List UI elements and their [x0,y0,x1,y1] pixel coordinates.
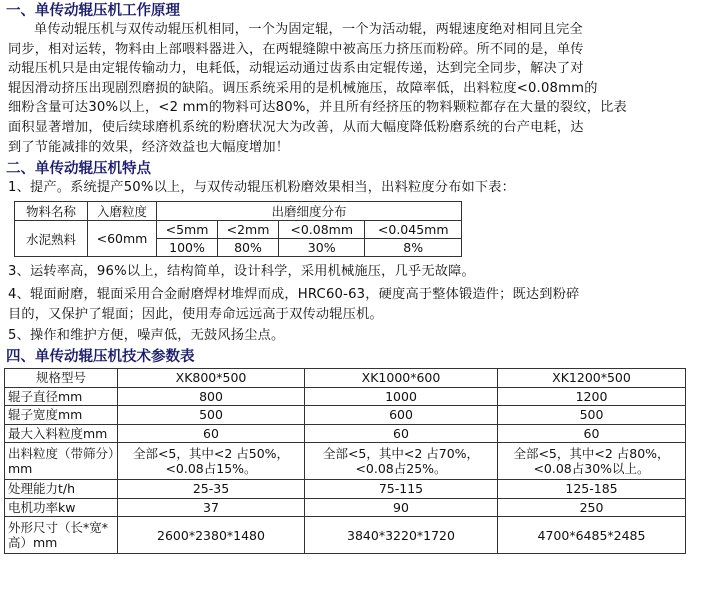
feed-size-value: <60mm [88,221,157,257]
specs-table [4,368,686,554]
percent-cell: 80% [218,239,279,257]
spec-value: 60 [305,424,498,443]
percent-cell: 8% [365,239,462,257]
spec-value: 600 [305,406,498,425]
spec-value: 500 [118,406,305,425]
spec-value: 90 [305,498,498,517]
spec-value: 75-115 [305,480,498,499]
table-row [5,517,686,554]
spec-value: 125-185 [498,480,686,499]
paragraph-line: 单传动辊压机与双传动辊压机相同，一个为固定辊，一个为活动辊，两辊速度绝对相同且完全 [34,22,583,37]
spec-header-cell: XK800*500 [118,369,305,388]
paragraph-line: 辊因滑动挤压出现剧烈磨损的缺陷。调压系统采用的是机械施压，故障率低，出料粒度<0.08mm的 [8,80,598,96]
spec-label: 出料粒度（带筛分）mm [5,443,118,480]
spec-header-cell: 规格型号 [5,369,118,388]
spec-value: 3840*3220*1720 [305,517,498,554]
spec-value: 1200 [498,387,686,406]
table-row [5,480,686,499]
table-row [5,406,686,425]
spec-header-cell: XK1000*600 [305,369,498,388]
spec-value: 25-35 [118,480,305,499]
size-cell: <0.08mm [279,221,365,239]
spec-label: 辊子宽度mm [5,406,118,425]
spec-label: 最大入料粒度mm [5,424,118,443]
spec-value: 37 [118,498,305,517]
spec-value: 全部<5，其中<2 占80%，<0.08占30%以上。 [498,443,686,480]
percent-cell: 30% [279,239,365,257]
spec-value: 60 [118,424,305,443]
material-name: 水泥熟料 [15,221,88,257]
paragraph-line: 同步，相对运转，物料由上部喂料器进入，在两辊缝隙中被高压力挤压而粉碎。所不同的是，单传 [8,41,584,57]
spec-value: 全部<5，其中<2 占70%，<0.08占25%。 [305,443,498,480]
spec-label: 外形尺寸（长*宽*高）mm [5,517,118,554]
particle-size-table [14,201,462,257]
spec-header-cell: XK1200*500 [498,369,686,388]
section-heading-specs: 四、单传动辊压机技术参数表 [6,349,195,365]
spec-value: 2600*2380*1480 [118,517,305,554]
size-cell: <2mm [218,221,279,239]
size-cell: <0.045mm [365,221,462,239]
section-heading-principle: 一、单传动辊压机工作原理 [6,3,180,19]
paragraph-line: 面积显著增加，使后续球磨机系统的粉磨状况大为改善，从而大幅度降低粉磨系统的台产电耗，达 [8,119,584,135]
paragraph-line: 动辊压机只是由定辊传输动力，电耗低，动辊运动通过齿系由定辊传递，达到完全同步，解决了对 [8,61,584,77]
feature-item-4-line: 4、辊面耐磨，辊面采用合金耐磨焊材堆焊而成，HRC60-63，硬度高于整体锻造件；既达到粉碎 [8,287,580,302]
feature-item-4-line: 目的，又保护了辊面；因此，使用寿命远远高于双传动辊压机。 [8,306,383,322]
table-row [5,498,686,517]
percent-cell: 100% [157,239,218,257]
header-feed-size: 入磨粒度 [88,202,157,221]
spec-label: 电机功率kw [5,498,118,517]
size-cell: <5mm [157,221,218,239]
spec-value: 250 [498,498,686,517]
feature-item-3: 3、运转率高，96%以上，结构简单，设计科学，采用机械施压，几乎无故障。 [8,264,475,279]
spec-value: 800 [118,387,305,406]
spec-value: 500 [498,406,686,425]
principle-paragraph [8,20,698,157]
feature-item-4 [8,285,698,324]
table-row [5,424,686,443]
feature-item-1: 1、提产。系统提产50%以上，与双传动辊压机粉磨效果相当，出料粒度分布如下表： [8,180,516,195]
feature-item-5: 5、操作和维护方便，噪声低，无鼓风扬尘点。 [8,328,285,343]
spec-value: 4700*6485*2485 [498,517,686,554]
spec-label: 处理能力t/h [5,480,118,499]
header-distribution: 出磨细度分布 [157,202,462,221]
header-material: 物料名称 [15,202,88,221]
table-row [5,387,686,406]
spec-value: 全部<5，其中<2 占50%，<0.08占15%。 [118,443,305,480]
paragraph-line: 细粉含量可达30%以上，<2 mm的物料可达80%，并且所有经挤压的物料颗粒都存在大量的裂纹，比表 [8,100,627,116]
table-row [5,443,686,480]
spec-value: 1000 [305,387,498,406]
spec-label: 辊子直径mm [5,387,118,406]
spec-value: 60 [498,424,686,443]
paragraph-line: 到了节能减排的效果，经济效益也大幅度增加！ [8,139,290,155]
section-heading-features: 二、单传动辊压机特点 [6,161,151,177]
